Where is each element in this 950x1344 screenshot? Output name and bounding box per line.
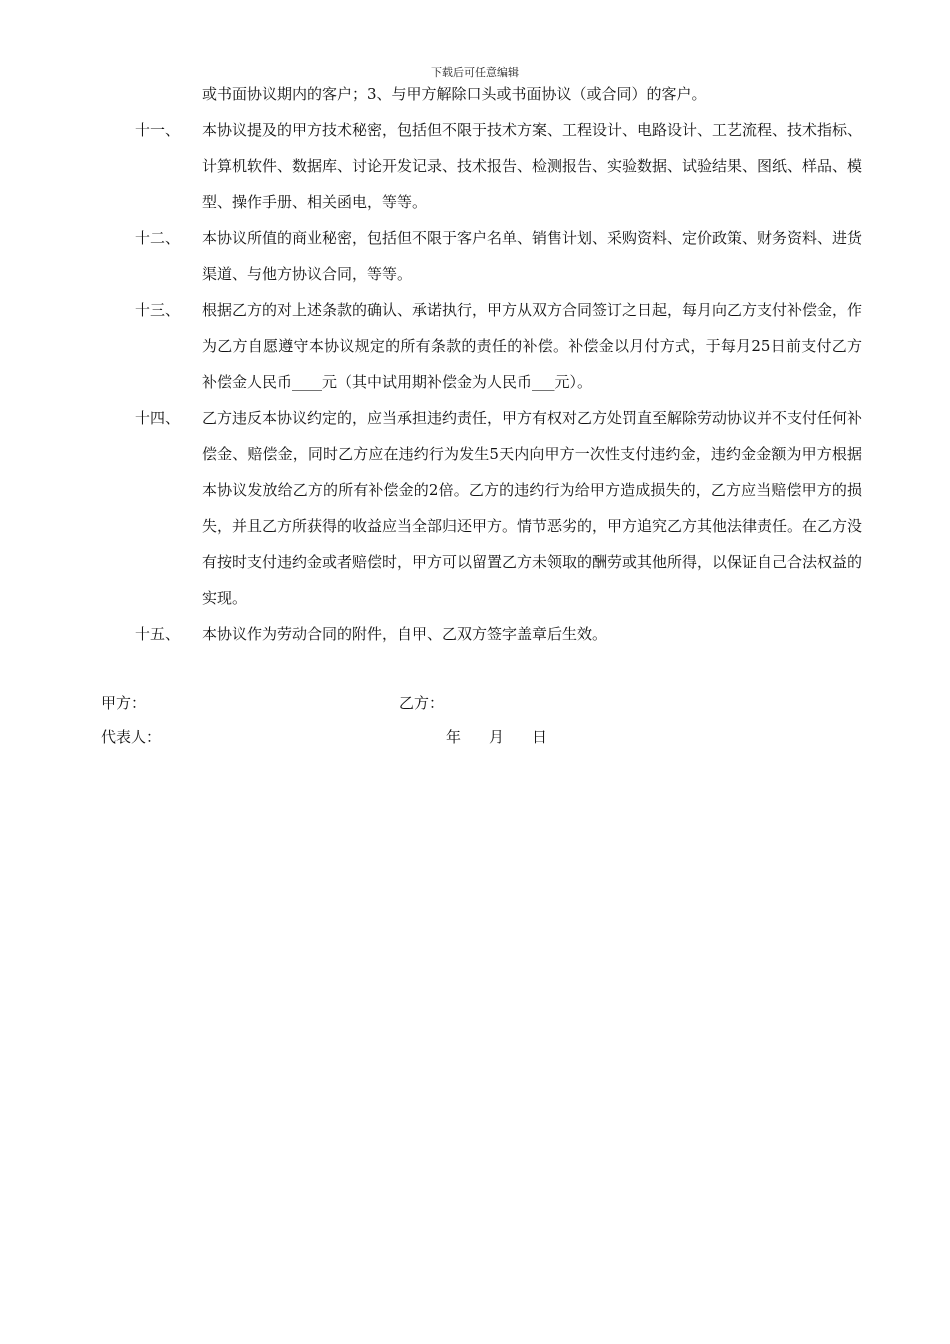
clause-12 — [0, 220, 950, 292]
clause-text: 乙方违反本协议约定的，应当承担违约责任，甲方有权对乙方处罚直至解除劳动协议并不支付任何补偿金、赔偿金，同时乙方应在违约行为发生5天内向甲方一次性支付违约金，违约金金额为甲方根据本协议发放给乙方的所有补偿金的2倍。乙方的违约行为给甲方造成损失的，乙方应当赔偿甲方的损失，并且乙方所获得的收益应当全部归还甲方。情节恶劣的，甲方追究乙方其他法律责任。在乙方没有按时支付违约金或者赔偿时，甲方可以留置乙方未领取的酬劳或其他所得，以保证自己合法权益的实现。 — [202, 409, 863, 607]
clause-text: 根据乙方的对上述条款的确认、承诺执行，甲方从双方合同签订之日起，每月向乙方支付补偿金，作为乙方自愿遵守本协议规定的所有条款的责任的补偿。补偿金以月付方式，于每月25日前支付乙方补偿金人民币____元（其中试用期补偿金为人民币___元）。 — [202, 301, 863, 391]
clause-number: 十三、 — [135, 301, 181, 319]
date-year-label: 年 — [446, 728, 462, 746]
clause-number: 十二、 — [135, 229, 181, 247]
page-header-note: 下载后可任意编辑 — [431, 66, 519, 79]
signing-date — [446, 727, 547, 747]
clause-13 — [0, 292, 950, 400]
clause-text: 本协议所值的商业秘密，包括但不限于客户名单、销售计划、采购资料、定价政策、财务资料、进货渠道、与他方协议合同，等等。 — [202, 229, 863, 283]
continuation-paragraph: 或书面协议期内的客户；3、与甲方解除口头或书面协议（或合同）的客户。 — [202, 85, 707, 103]
party-a-label: 甲方： — [101, 694, 147, 712]
clause-15 — [0, 616, 950, 652]
clause-number: 十五、 — [135, 625, 181, 643]
clause-list — [0, 112, 950, 652]
clause-number: 十四、 — [135, 409, 181, 427]
date-month-label: 月 — [489, 728, 505, 746]
clause-11 — [0, 112, 950, 220]
clause-text: 本协议作为劳动合同的附件，自甲、乙双方签字盖章后生效。 — [202, 625, 608, 643]
clause-number: 十一、 — [135, 121, 181, 139]
representative-label: 代表人： — [101, 728, 162, 746]
clause-14 — [0, 400, 950, 616]
clause-text: 本协议提及的甲方技术秘密，包括但不限于技术方案、工程设计、电路设计、工艺流程、技术指标、计算机软件、数据库、讨论开发记录、技术报告、检测报告、实验数据、试验结果、图纸、样品、模型、操作手册、相关函电，等等。 — [202, 121, 863, 211]
party-b-label: 乙方： — [399, 694, 445, 712]
date-day-label: 日 — [532, 728, 548, 746]
